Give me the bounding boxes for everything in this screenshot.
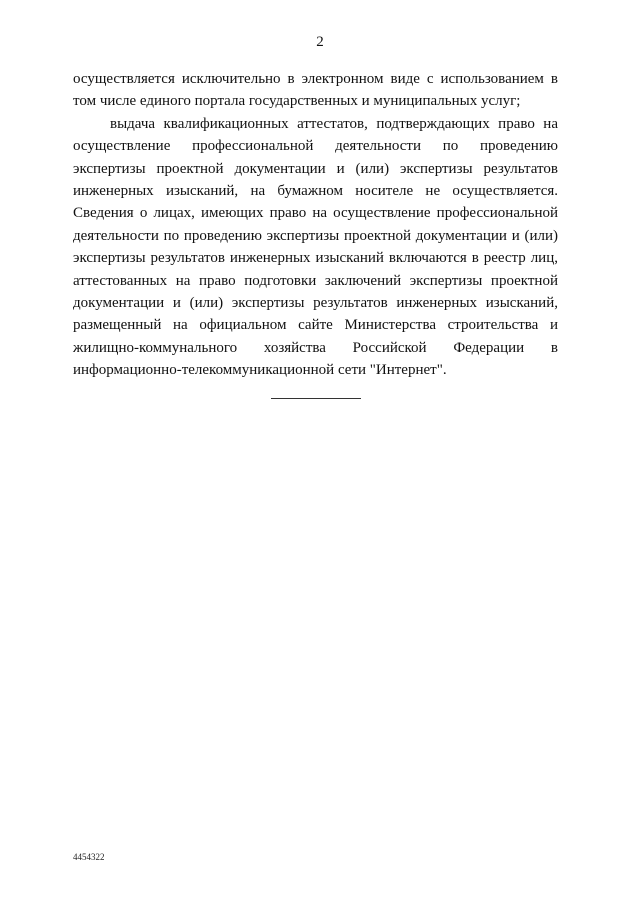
document-code: 4454322 — [73, 852, 105, 862]
paragraph-continuation: осуществляется исключительно в электронном виде с использованием в том числе единого портала государственных и муниципальных услуг; — [73, 71, 558, 110]
document-body — [73, 68, 558, 382]
page-number: 2 — [316, 34, 324, 50]
end-divider-line — [271, 398, 361, 399]
paragraph-qualification-certificates: выдача квалификационных аттестатов, подтверждающих право на осуществление профессиональной деятельности по проведению экспертизы проектной документации и (или) экспертизы результатов инженерных изысканий, на бумажном носителе не осуществляется. Сведения о лицах, имеющих право на осуществление профессиональной деятельности по проведению экспертизы проектной документации и (или) экспертизы результатов инженерных изысканий включаются в реестр лиц, аттестованных на право подготовки заключений экспертизы проектной документации и (или) экспертизы результатов инженерных изысканий, размещенный на официальном сайте Министерства строительства и жилищно-коммунального хозяйства Российской Федерации в информационно-телекоммуникационной сети "Интернет". — [73, 115, 558, 379]
